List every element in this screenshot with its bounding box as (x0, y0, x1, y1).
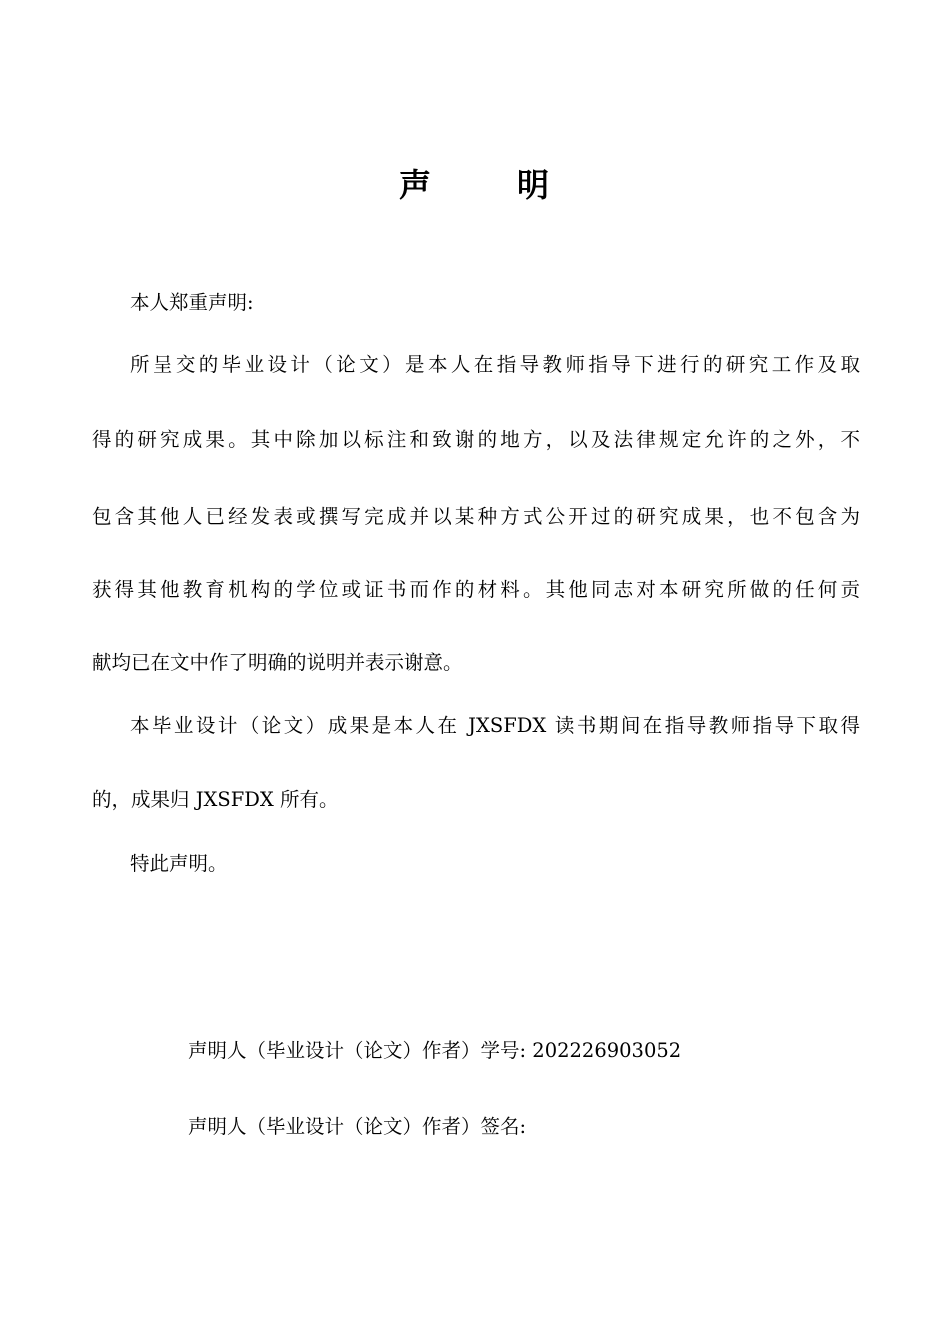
student-id-value: 202226903052 (532, 1039, 682, 1062)
title-char-2: 明 (517, 166, 552, 204)
intro-text: 本人郑重声明: (130, 291, 254, 314)
student-id-line (188, 1036, 868, 1066)
paragraph1-line3: 包含其他人已经发表或撰写完成并以某种方式公开过的研究成果，也不包含为 (92, 505, 860, 528)
page-title (0, 160, 950, 206)
signature-label: 声明人（毕业设计（论文）作者）签名: (188, 1115, 527, 1138)
title-char-1: 声 (398, 166, 433, 204)
paragraph2-line2: 的，成果归 JXSFDX 所有。 (92, 788, 339, 811)
paragraph1-line5: 献均已在文中作了明确的说明并表示谢意。 (92, 651, 463, 674)
paragraph2-line1: 本毕业设计（论文）成果是本人在 JXSFDX 读书期间在指导教师指导下取得 (130, 714, 860, 737)
paragraph1-line4: 获得其他教育机构的学位或证书而作的材料。其他同志对本研究所做的任何贡 (92, 578, 860, 601)
student-id-label: 声明人（毕业设计（论文）作者）学号: (188, 1039, 527, 1062)
paragraph1-line2: 得的研究成果。其中除加以标注和致谢的地方，以及法律规定允许的之外，不 (92, 428, 860, 451)
signature-line (188, 1112, 868, 1142)
paragraph1-line1: 所呈交的毕业设计（论文）是本人在指导教师指导下进行的研究工作及取 (130, 353, 860, 376)
closing-text: 特此声明。 (130, 852, 228, 875)
